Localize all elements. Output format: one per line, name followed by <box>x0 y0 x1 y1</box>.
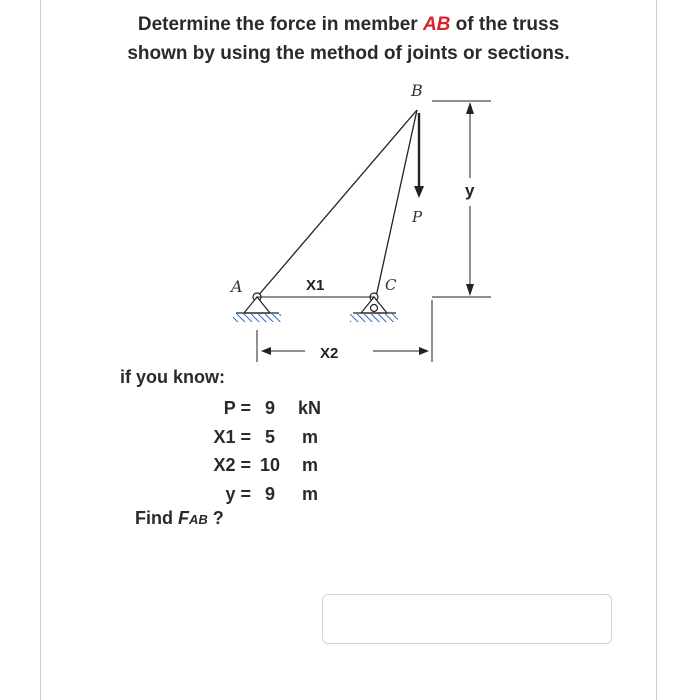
label-a: A <box>231 277 243 296</box>
label-x1: X1 <box>306 277 325 294</box>
given-value: 9 <box>264 398 275 418</box>
given-label: X1 = <box>213 427 251 447</box>
given-unit: m <box>302 455 319 475</box>
given-label: y = <box>225 484 251 504</box>
label-b: B <box>411 81 423 100</box>
find-prompt: Find FAB ? <box>135 508 224 528</box>
given-value: 10 <box>259 455 281 475</box>
given-label: P = <box>223 398 251 418</box>
given-value: 5 <box>264 427 275 447</box>
y-dimension <box>432 101 491 297</box>
x2-dimension <box>257 300 432 362</box>
label-x2: X2 <box>320 345 339 362</box>
question-line-2: shown by using the method of joints or sections. <box>127 43 570 64</box>
load-p-arrowhead <box>414 186 424 198</box>
member-bc <box>376 110 417 297</box>
given-row <box>0 451 696 479</box>
givens-intro: if you know: <box>120 367 225 387</box>
given-row <box>0 423 696 451</box>
label-c: C <box>385 276 397 294</box>
member-ab-highlight: AB <box>422 14 451 35</box>
question-line-1: Determine the force in member AB of the truss <box>137 14 560 35</box>
given-row <box>0 480 696 508</box>
answer-input[interactable] <box>322 594 612 644</box>
given-unit: m <box>302 427 319 447</box>
given-unit: kN <box>298 398 322 418</box>
given-value: 9 <box>264 484 275 504</box>
given-unit: m <box>302 484 319 504</box>
label-p: P <box>412 208 423 226</box>
given-row <box>0 394 696 422</box>
label-y: y <box>465 181 475 200</box>
given-label: X2 = <box>213 455 251 475</box>
member-ab <box>257 110 417 297</box>
